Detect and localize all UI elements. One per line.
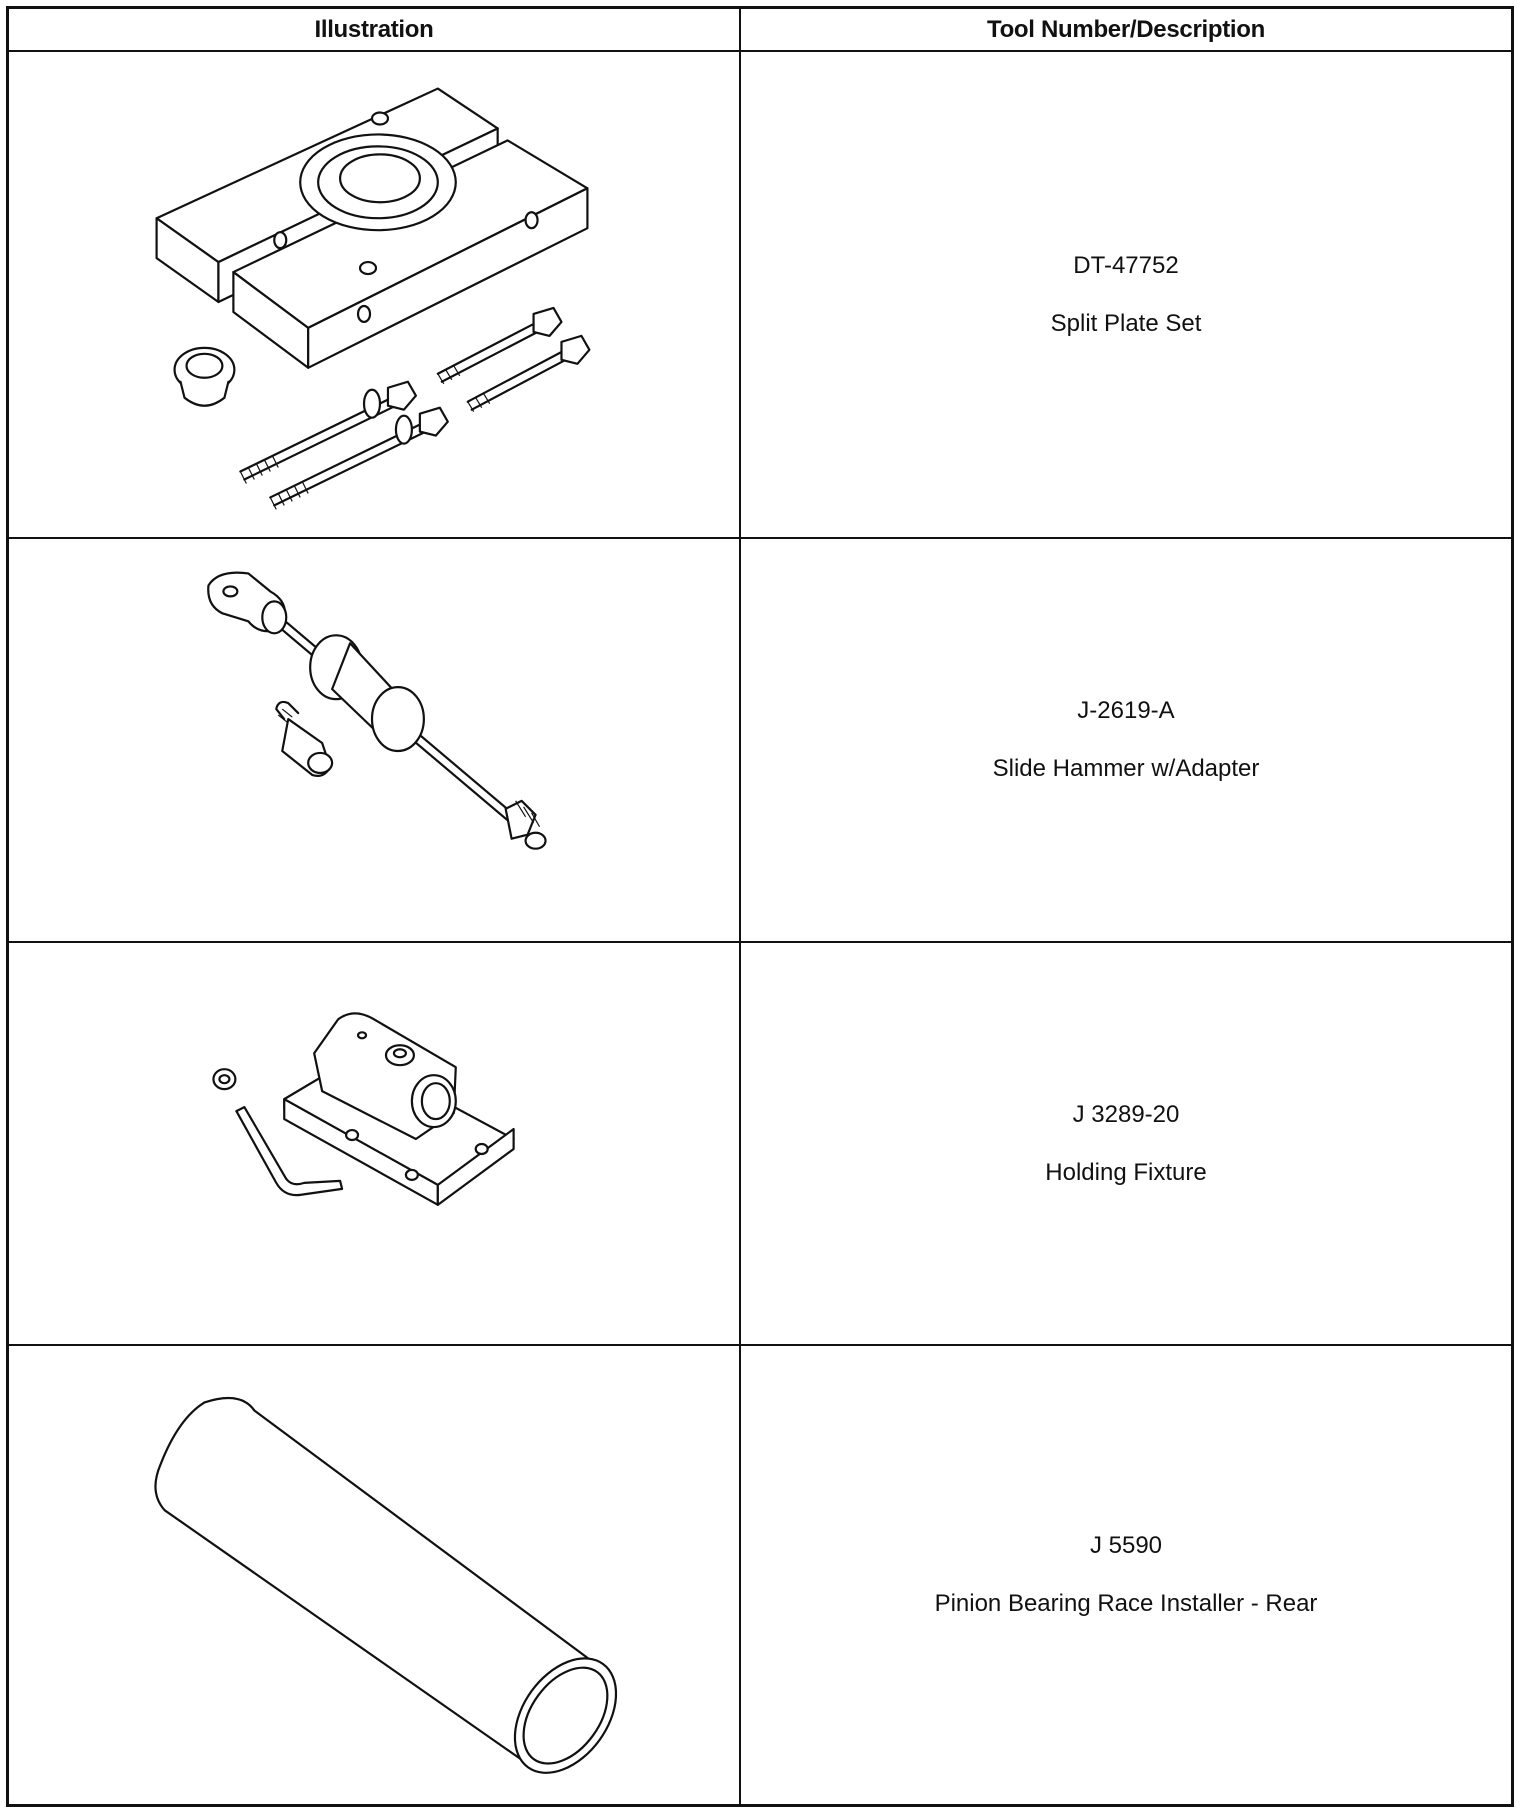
table-row — [9, 941, 1511, 1344]
tool-number: J-2619-A — [1077, 697, 1175, 724]
illustration-cell — [9, 539, 741, 941]
header-tool-number-description: Tool Number/Description — [986, 15, 1265, 43]
illustration-cell — [9, 943, 741, 1344]
split-plate-set-illustration — [9, 52, 739, 537]
illustration-cell — [9, 1346, 741, 1804]
header-illustration: Illustration — [9, 9, 741, 50]
tool-number: DT-47752 — [1073, 251, 1179, 279]
table-row — [9, 50, 1511, 537]
description-cell — [741, 52, 1511, 537]
tool-description: Split Plate Set — [1050, 309, 1202, 337]
tool-description: Slide Hammer w/Adapter — [992, 755, 1260, 782]
tool-table — [6, 6, 1514, 1807]
slide-hammer-illustration — [9, 539, 739, 941]
table-header-row — [9, 9, 1511, 50]
tool-description: Pinion Bearing Race Installer - Rear — [934, 1590, 1318, 1617]
description-cell — [741, 943, 1511, 1344]
illustration-cell — [9, 52, 741, 537]
tool-number: J 3289-20 — [1072, 1100, 1180, 1128]
tool-number: J 5590 — [1089, 1532, 1163, 1559]
holding-fixture-illustration — [9, 943, 739, 1344]
description-cell — [741, 539, 1511, 941]
table-row — [9, 537, 1511, 941]
tool-description: Holding Fixture — [1045, 1158, 1207, 1186]
description-cell — [741, 1346, 1511, 1804]
race-installer-illustration — [9, 1346, 739, 1804]
table-row — [9, 1344, 1511, 1804]
